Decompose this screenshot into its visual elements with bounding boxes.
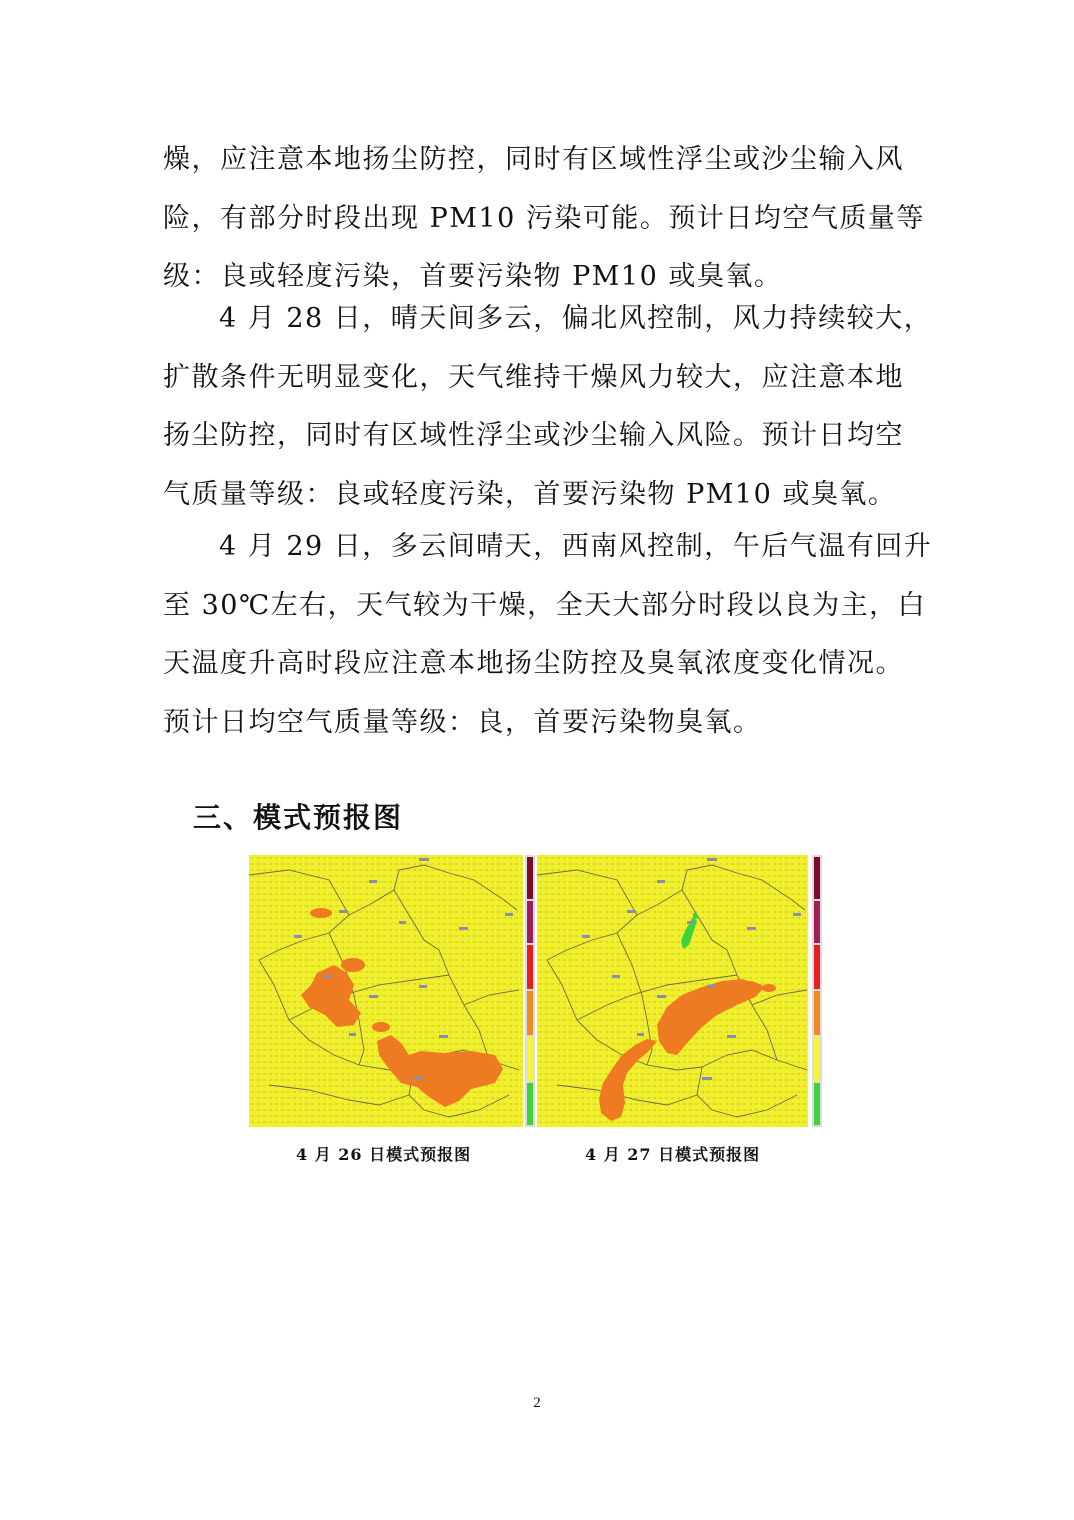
- text-line: 4 月 29 日，多云间晴天，西南风控制，午后气温有回升: [219, 531, 933, 562]
- body-paragraph-2: [163, 290, 933, 524]
- section-heading: 三、模式预报图: [193, 801, 404, 834]
- text-line: 至 30℃左右，天气较为干燥，全天大部分时段以良为主，白: [163, 589, 927, 621]
- color-scale-legend: [812, 855, 822, 1127]
- text-line: 扩散条件无明显变化，天气维持干燥风力较大，应注意本地: [163, 361, 904, 393]
- color-scale-legend: [525, 855, 535, 1127]
- text-line: 天温度升高时段应注意本地扬尘防控及臭氧浓度变化情况。: [163, 648, 904, 679]
- body-paragraph-3: [163, 518, 933, 752]
- body-paragraph-1: [163, 131, 925, 307]
- figure-caption-apr27: 4 月 27 日模式预报图: [585, 1145, 761, 1164]
- text-line: 险，有部分时段出现 PM10 污染可能。预计日均空气质量等: [163, 202, 925, 234]
- text-line: 燥，应注意本地扬尘防控，同时有区域性浮尘或沙尘输入风: [163, 144, 904, 175]
- text-line: 级：良或轻度污染，首要污染物 PM10 或臭氧。: [163, 261, 783, 292]
- text-line: 4 月 28 日，晴天间多云，偏北风控制，风力持续较大，: [219, 303, 933, 334]
- text-line: 扬尘防控，同时有区域性浮尘或沙尘输入风险。预计日均空: [163, 420, 904, 451]
- text-line: 气质量等级：良或轻度污染，首要污染物 PM10 或臭氧。: [163, 478, 897, 510]
- figure-caption-apr26: 4 月 26 日模式预报图: [296, 1145, 472, 1164]
- text-line: 预计日均空气质量等级：良，首要污染物臭氧。: [163, 706, 762, 738]
- page-number: 2: [533, 1395, 541, 1411]
- forecast-map-apr26: [249, 855, 523, 1127]
- forecast-map-apr27: [537, 855, 808, 1127]
